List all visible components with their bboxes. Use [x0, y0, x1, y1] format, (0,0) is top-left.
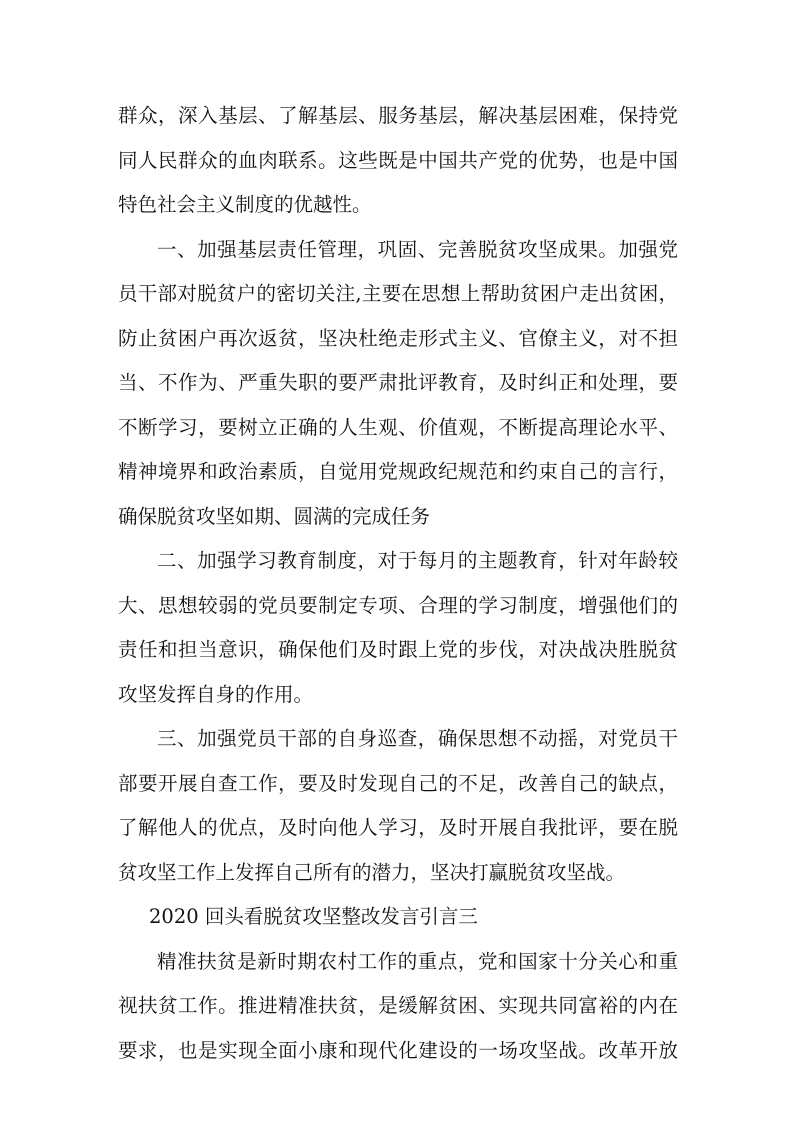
body-line: 部要开展自查工作，要及时发现自己的不足，改善自己的缺点，: [118, 771, 678, 795]
paragraph-first-line: 三、加强党员干部的自身巡查，确保思想不动摇，对党员干: [157, 727, 678, 750]
body-line: 群众，深入基层、了解基层、服务基层，解决基层困难，保持党: [118, 104, 678, 127]
body-line: 员干部对脱贫户的密切关注,主要在思想上帮助贫困户走出贫困，: [118, 282, 678, 305]
paragraph-first-line: 一、加强基层责任管理，巩固、完善脱贫攻坚成果。加强党: [157, 237, 678, 261]
body-line: 视扶贫工作。推进精准扶贫，是缓解贫困、实现共同富裕的内在: [118, 994, 678, 1017]
body-line: 当、不作为、严重失职的要严肃批评教育，及时纠正和处理，要: [118, 371, 678, 394]
body-line: 要求，也是实现全面小康和现代化建设的一场攻坚战。改革开放: [118, 1038, 678, 1062]
body-line: 了解他人的优点，及时向他人学习，及时开展自我批评，要在脱: [118, 816, 678, 839]
section-heading: 2020 回头看脱贫攻坚整改发言引言三: [149, 905, 478, 928]
body-line: 防止贫困户再次返贫，坚决杜绝走形式主义、官僚主义，对不担: [118, 326, 678, 350]
body-line: 不断学习，要树立正确的人生观、价值观，不断提高理论水平、: [118, 415, 678, 439]
paragraph-first-line: 精准扶贫是新时期农村工作的重点，党和国家十分关心和重: [157, 949, 678, 973]
document-body: [118, 94, 678, 1073]
body-line: 同人民群众的血肉联系。这些既是中国共产党的优势，也是中国: [118, 148, 678, 172]
body-line: 攻坚发挥自身的作用。: [118, 682, 314, 706]
body-line: 精神境界和政治素质，自觉用党规政纪规范和约束自己的言行，: [118, 460, 678, 483]
body-line: 大、思想较弱的党员要制定专项、合理的学习制度，增强他们的: [118, 593, 678, 617]
body-line: 确保脱贫攻坚如期、圆满的完成任务: [118, 504, 431, 528]
body-line: 贫攻坚工作上发挥自己所有的潜力，坚决打赢脱贫攻坚战。: [118, 860, 626, 884]
paragraph-first-line: 二、加强学习教育制度，对于每月的主题教育，针对年龄较: [157, 549, 678, 572]
body-line: 责任和担当意识，确保他们及时跟上党的步伐，对决战决胜脱贫: [118, 638, 678, 661]
body-line: 特色社会主义制度的优越性。: [118, 193, 372, 216]
